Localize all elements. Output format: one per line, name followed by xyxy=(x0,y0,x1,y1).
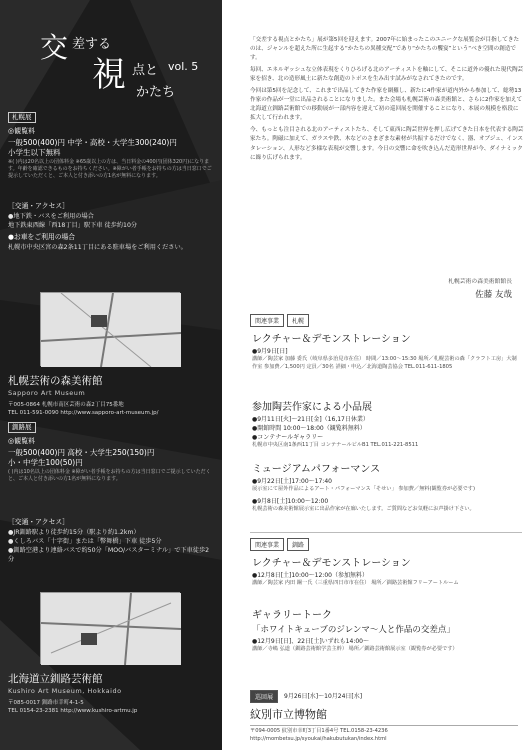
exhibition-title xyxy=(36,30,216,110)
museum-tel: TEL 011-591-0090 http://www.sapporo-art-museum.jp/ xyxy=(8,409,159,416)
touring-row xyxy=(250,690,518,703)
touring-address-block xyxy=(250,725,518,744)
sapporo-events-tags xyxy=(250,314,309,327)
touring-address: 〒094-0005 紋別市幸町3丁目1番4号 TEL.0158-23-4236 xyxy=(250,728,388,734)
museum-tel: TEL 0154-23-2381 http://www.kushiro-artmu.jp xyxy=(8,707,138,714)
fee-heading: ◎観覧料 xyxy=(8,437,36,446)
sapporo-event-exhibit xyxy=(252,398,520,450)
intro-text xyxy=(250,36,524,166)
event-time: ●開館時間 10:00〜18:00（観覧料無料） xyxy=(252,425,366,432)
event-detail: 講師／陶芸家 加藤 委氏（岐阜県多治見市在住） 時間／13:00〜15:30 場所／札幌芸術の森「クラフト工房」大制作室 参加費／1,500円 定員／30名 詳細・申込／北海道陶芸協会 TEL.011-611-1805 xyxy=(252,356,517,370)
signature xyxy=(448,276,512,300)
event-subtitle: 「ホワイトキューブのジレンマ〜人と作品の交差点」 xyxy=(252,625,455,635)
fee-notes: ( )内は10名以上の団体料金 ※障がい者手帳をお持ちの方は当日窓口でご提示していただくと、ご本人と付き添いの方1名が無料になります。 xyxy=(8,469,211,483)
access-line: ●釧路空港より連絡バスで約50分「MOO/バスターミナル」で下車徒歩2分 xyxy=(8,546,210,563)
right-panel xyxy=(222,0,530,750)
title-char: 交 xyxy=(40,31,69,64)
sapporo-fee-block xyxy=(8,112,213,180)
sapporo-access-block xyxy=(8,200,213,253)
kushiro-events-tags xyxy=(250,538,309,551)
title-char: かたち xyxy=(136,85,176,100)
event-title: ミュージアムパフォーマンス xyxy=(252,464,381,475)
access-heading: ［交通・アクセス］ xyxy=(8,202,69,210)
intro-paragraph: 「交差する視点とかたち」展が第5回を迎えます。2007年に始まったこのユニークな展覧会が目指してきたのは、ジャンルを超えた所に生起する“かたちの異種交配”であり“かたちの饗宴”という“べき空間の創造です。 xyxy=(250,37,520,62)
car-heading: ●お車をご利用の場合 xyxy=(8,232,76,241)
fee-line: 小・中学生100(50)円 xyxy=(8,458,83,468)
access-line: ●地下鉄・バスをご利用の場合 xyxy=(8,212,94,220)
event-title: レクチャー＆デモンストレーション xyxy=(252,334,411,345)
kushiro-event-lecture xyxy=(252,554,520,588)
event-address: 札幌市中央区南1条西11丁目 コンテナールビルB1 TEL.011-221-8511 xyxy=(252,442,419,448)
intro-paragraph: 毎回、エネルギッシュな立体表現をくりひろげる北のアーティストを軸にして、そこに道外の優れた現代陶芸家を招き、北の造形風土に新たな創造のトポスを生み出す試みがなされてきたのです。 xyxy=(250,67,524,83)
sapporo-event-performance xyxy=(252,460,520,514)
museum-name: 札幌芸術の森美術館 xyxy=(8,375,103,387)
signature-org: 札幌芸術の森美術館館長 xyxy=(448,279,512,285)
museum-address: 〒005-0864 札幌市南区芸術の森2丁目75番地 xyxy=(8,401,124,408)
city-tag: 釧路 xyxy=(287,538,309,551)
touring-tag: 巡回展 xyxy=(250,690,278,703)
event-title: レクチャー＆デモンストレーション xyxy=(252,558,411,569)
sapporo-map xyxy=(40,292,180,366)
related-events-tag: 関連事業 xyxy=(250,538,284,551)
touring-exhibition xyxy=(250,690,518,744)
map-graphic xyxy=(41,593,181,665)
event-date: ●9月22日[土]17:00〜17:40 xyxy=(252,478,332,485)
museum-name-en: Kushiro Art Museum, Hokkaido xyxy=(8,687,122,696)
access-line: 地下鉄東西線「西18丁目」駅下車 徒歩約10分 xyxy=(8,221,138,229)
kushiro-access-block xyxy=(8,516,213,565)
event-date: ●9月9日[日] xyxy=(252,348,288,355)
fee-line: 小学生以下無料 xyxy=(8,148,61,158)
city-tag: 札幌 xyxy=(287,314,309,327)
event-date: ●12月8日[土]10:00〜12:00（参加無料） xyxy=(252,572,368,579)
event-detail: 展示室にて屋外作品によるアート・パフォーマンス「そせい」 参加費／無料(観覧券が必要です) xyxy=(252,486,476,492)
touring-museum: 紋別市立博物館 xyxy=(250,708,327,721)
car-line: 札幌市中央区宮の森2条11丁目にある駐車場をご利用ください。 xyxy=(8,243,187,251)
touring-dates: 9月26日[水]〜10月24日[水] xyxy=(284,693,363,700)
touring-url: http://mombetsu.jp/syoukai/hakubutukan/index.html xyxy=(250,735,387,742)
museum-name: 北海道立釧路芸術館 xyxy=(8,673,103,685)
fee-notes: ※( )内は20名以上の団体料金 ※65歳以上の方は、当日料金の400円(団体320円)になります。年齢を確認できるものをお持ちください。※障がい者手帳をお持ちの方は当日窓口でご提示していただくと、ご本人と付き添いの方1名が無料になります。 xyxy=(8,159,212,180)
intro-paragraph: 今、もっとも注目される北のアーティストたち、そして東西に陶芸世界を押し広げてきた日本を代表する陶芸家たち。陶磁に加えて、ガラスや鉄、木などのさまざまな素材が共振するだけでなく、器、オブジェ、インスタレーション、人形など多様な表現が交響します。今日の交響に命を吹き込んだ造形世界が今、ダイナミックに繰り広げられます。 xyxy=(250,127,524,161)
event-detail: 札幌芸術の森美術館展示室に出品作家が在廊いたします。ご質問などお気軽にお声掛け下さい。 xyxy=(252,505,475,512)
map-graphic xyxy=(41,293,181,367)
kushiro-museum-info xyxy=(8,672,213,716)
sapporo-event-lecture xyxy=(252,330,520,372)
related-events-tag: 関連事業 xyxy=(250,314,284,327)
title-char: 点と xyxy=(132,63,159,78)
title-char: 視 xyxy=(92,55,126,95)
event-detail: 講師／陶芸家 内田 鋼一氏（三重県四日市市在住） 場所／釧路芸術館フリーアートルーム xyxy=(252,580,459,586)
sapporo-museum-info xyxy=(8,374,213,418)
event-date: ●12月9日[日]、22日[土]いずれも14:00〜 xyxy=(252,638,369,645)
signature-name: 佐藤 友哉 xyxy=(475,290,512,300)
title-char: 差する xyxy=(72,37,112,52)
event-date: ●9月11日[火]〜21日[金]（16,17日休業） xyxy=(252,416,369,423)
kushiro-tag: 釧路展 xyxy=(8,422,36,433)
event-date: ●9月8日[土]10:00〜12:00 xyxy=(252,497,329,505)
divider xyxy=(250,532,522,533)
volume-label: vol. 5 xyxy=(168,60,199,73)
museum-address: 〒085-0017 釧路市幸町4-1-5 xyxy=(8,699,84,706)
event-title: 参加陶芸作家による小品展 xyxy=(252,402,372,413)
fee-line: 一般500(400)円 中学・高校・大学生300(240)円 xyxy=(8,137,177,147)
sapporo-tag: 札幌展 xyxy=(8,112,36,123)
museum-name-en: Sapporo Art Museum xyxy=(8,389,86,398)
fee-heading: ◎観覧料 xyxy=(8,127,36,136)
kushiro-fee-block xyxy=(8,422,213,483)
event-title: ギャラリートーク xyxy=(252,610,332,621)
event-place: ●コンテナールギャラリー xyxy=(252,434,324,441)
intro-paragraph: 今回は第5回を記念して、これまで出品してきた作家を網羅し、新たに4作家が道内外から参加して、総勢13作家の作品が一堂に出品されることになりました。また会場も札幌芸術の森美術館と、さらに2作家を加えて北海道立釧路芸術館での移動展が一部内容を違えて初の巡回展を開催することになり、本展の規模を格段に拡大して行われます。 xyxy=(250,88,523,122)
kushiro-map xyxy=(40,592,180,664)
access-line: ●くしろバス「十字街」または「幣舞橋」下車 徒歩5分 xyxy=(8,537,162,545)
kushiro-event-talk xyxy=(252,606,520,654)
fee-line: 一般500(400)円 高校・大学生250(150)円 xyxy=(8,447,155,457)
access-line: ●JR釧路駅より徒歩約15分（駅より約1.2km） xyxy=(8,528,140,536)
left-panel xyxy=(0,0,222,750)
access-heading: ［交通・アクセス］ xyxy=(8,518,69,526)
event-detail: 講師／寺嶋 弘道（釧路芸術館学芸主幹） 場所／釧路芸術館展示室（観覧券が必要です） xyxy=(252,646,458,652)
